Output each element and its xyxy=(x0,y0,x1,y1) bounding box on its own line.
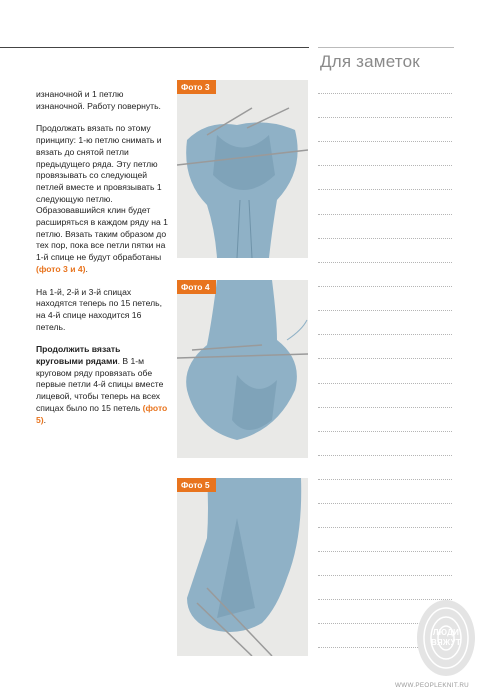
paragraph-text: . В 1-м круговом ряду провязать обе первые петли 4-й спицы вместе лицевой, чтобы теперь на всех спицах было по 15 петель xyxy=(36,356,164,413)
note-line xyxy=(318,141,452,142)
note-line xyxy=(318,575,452,576)
note-line xyxy=(318,286,452,287)
brand-logo xyxy=(414,598,478,678)
note-line xyxy=(318,238,452,239)
bold-instruction: Продолжить вязать круговыми рядами xyxy=(36,344,121,367)
note-line xyxy=(318,455,452,456)
photo-5 xyxy=(177,478,308,656)
note-line xyxy=(318,431,452,432)
photo-reference: (фото 5) xyxy=(36,402,168,425)
photo-5-image xyxy=(177,478,308,656)
paragraph-text: На 1-й, 2-й и 3-й спицах находятся теперь по 15 петель, на 4-й спице находится 16 петель. xyxy=(36,286,162,332)
note-line xyxy=(318,383,452,384)
note-line xyxy=(318,479,452,480)
punctuation: . xyxy=(85,263,88,274)
photo-label: Фото 4 xyxy=(177,280,216,294)
photo-4-image xyxy=(177,280,308,458)
header-rule xyxy=(0,47,309,48)
photo-label: Фото 5 xyxy=(177,478,216,492)
paragraph xyxy=(36,89,168,112)
note-line xyxy=(318,334,452,335)
paragraph xyxy=(36,344,168,426)
paragraph xyxy=(36,287,168,334)
photo-label: Фото 3 xyxy=(177,80,216,94)
logo-text-line1: ЛЮДИ xyxy=(432,628,460,637)
note-line xyxy=(318,93,452,94)
photo-4 xyxy=(177,280,308,458)
photo-3-image xyxy=(177,80,308,258)
paragraph-text: изнаночной и 1 петлю изнаночной. Работу повернуть. xyxy=(36,89,161,111)
note-line xyxy=(318,358,452,359)
footer-url: WWW.PEOPLEKNIT.RU xyxy=(395,682,470,689)
note-line xyxy=(318,189,452,190)
paragraph-text: Продолжать вязать по этому принципу: 1-ю петлю снимать и вязать до снятой петли предыдущего ряда. Эту петлю провязывать со следующей петлей вместе и провязывать 1 следующую петлю. Образовавшийся клин будет расширяться в каждом ряду на 1 петлю. Вязать таким образом до тех пор, пока все петли пятки на 1-й спице не будут обработаны xyxy=(36,123,168,263)
photo-3 xyxy=(177,80,308,258)
note-line xyxy=(318,214,452,215)
note-line xyxy=(318,527,452,528)
notes-header-rule xyxy=(318,47,454,48)
notes-title: Для заметок xyxy=(320,52,420,71)
punctuation: . xyxy=(43,414,47,425)
photo-reference: (фото 3 и 4) xyxy=(36,263,86,274)
note-line xyxy=(318,117,452,118)
logo-text-line2: ВЯЖУТ xyxy=(430,638,462,647)
note-line xyxy=(318,310,452,311)
note-line xyxy=(318,262,452,263)
note-line xyxy=(318,165,452,166)
instructions-text xyxy=(36,89,168,437)
note-line xyxy=(318,551,452,552)
paragraph xyxy=(36,123,168,275)
note-line xyxy=(318,407,452,408)
note-line xyxy=(318,503,452,504)
